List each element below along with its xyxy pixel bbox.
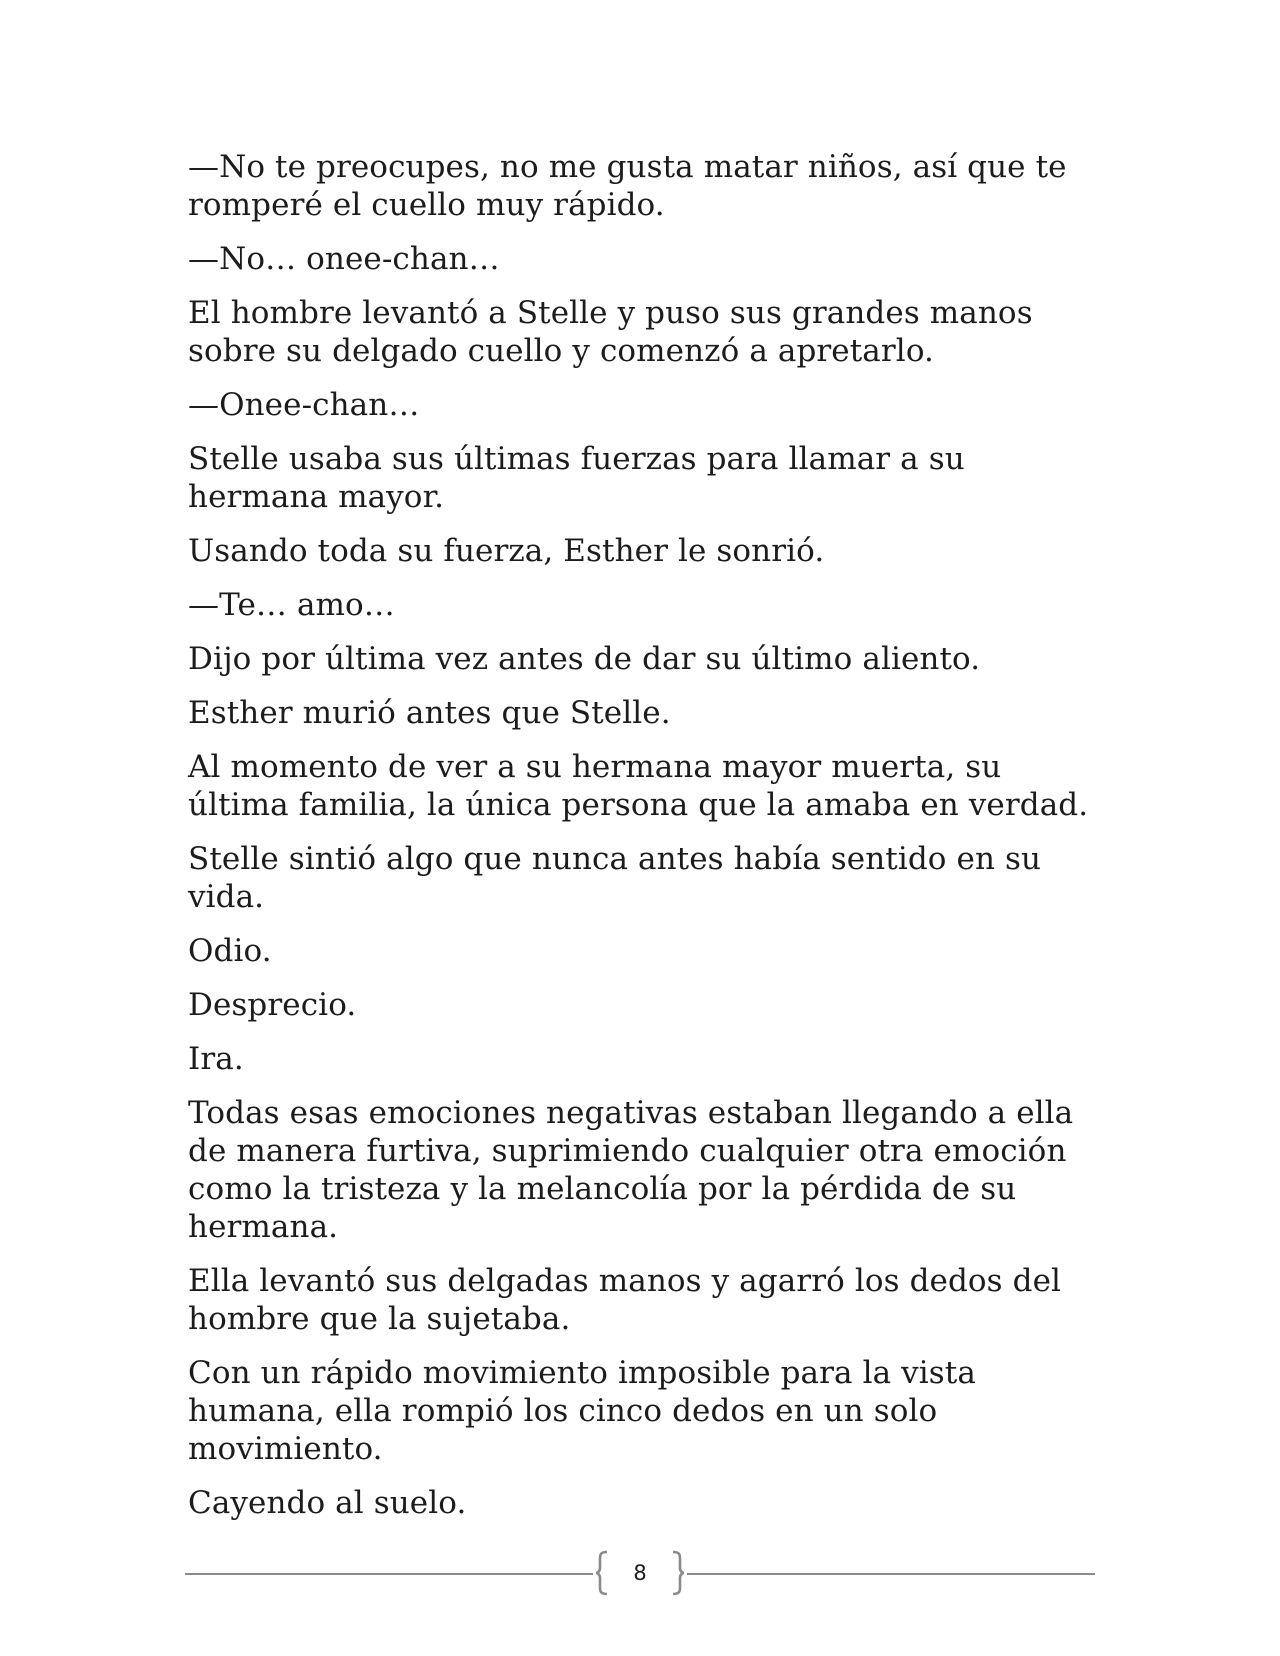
paragraph: Stelle sintió algo que nunca antes había sentido en su vida. xyxy=(188,841,1042,915)
paragraph: Todas esas emociones negativas estaban llegando a ella de manera furtiva, suprimiendo cualquier otra emoción como la tristeza y la melancolía por la pérdida de su hermana. xyxy=(188,1095,1074,1245)
paragraph: Usando toda su fuerza, Esther le sonrió. xyxy=(188,533,825,569)
paragraph: Ella levantó sus delgadas manos y agarró los dedos del hombre que la sujetaba. xyxy=(188,1263,1062,1337)
paragraph: Odio. xyxy=(188,933,272,969)
paragraph: —No… onee-chan… xyxy=(188,241,500,277)
paragraph: El hombre levantó a Stelle y puso sus grandes manos sobre su delgado cuello y comenzó a apretarlo. xyxy=(188,295,1033,369)
paragraph: Esther murió antes que Stelle. xyxy=(188,695,671,731)
footer-rule-left xyxy=(185,1573,593,1575)
right-brace-icon xyxy=(671,1550,685,1596)
paragraph: Desprecio. xyxy=(188,987,357,1023)
paragraph: Dijo por última vez antes de dar su último aliento. xyxy=(188,641,981,677)
page-footer xyxy=(185,1546,1095,1602)
left-brace-icon xyxy=(595,1550,609,1596)
paragraph: Cayendo al suelo. xyxy=(188,1485,467,1521)
footer-rule-right xyxy=(687,1573,1095,1575)
paragraph: Stelle usaba sus últimas fuerzas para llamar a su hermana mayor. xyxy=(188,441,965,515)
paragraph: —Onee-chan… xyxy=(188,387,420,423)
body-text xyxy=(188,148,1098,1538)
paragraph: —No te preocupes, no me gusta matar niños, así que te romperé el cuello muy rápido. xyxy=(188,149,1067,223)
paragraph: Al momento de ver a su hermana mayor muerta, su última familia, la única persona que la amaba en verdad. xyxy=(188,749,1089,823)
paragraph: Ira. xyxy=(188,1041,244,1077)
paragraph: Con un rápido movimiento imposible para la vista humana, ella rompió los cinco dedos en un solo movimiento. xyxy=(188,1355,976,1467)
paragraph: —Te… amo… xyxy=(188,587,395,623)
page-number: 8 xyxy=(633,1561,647,1585)
